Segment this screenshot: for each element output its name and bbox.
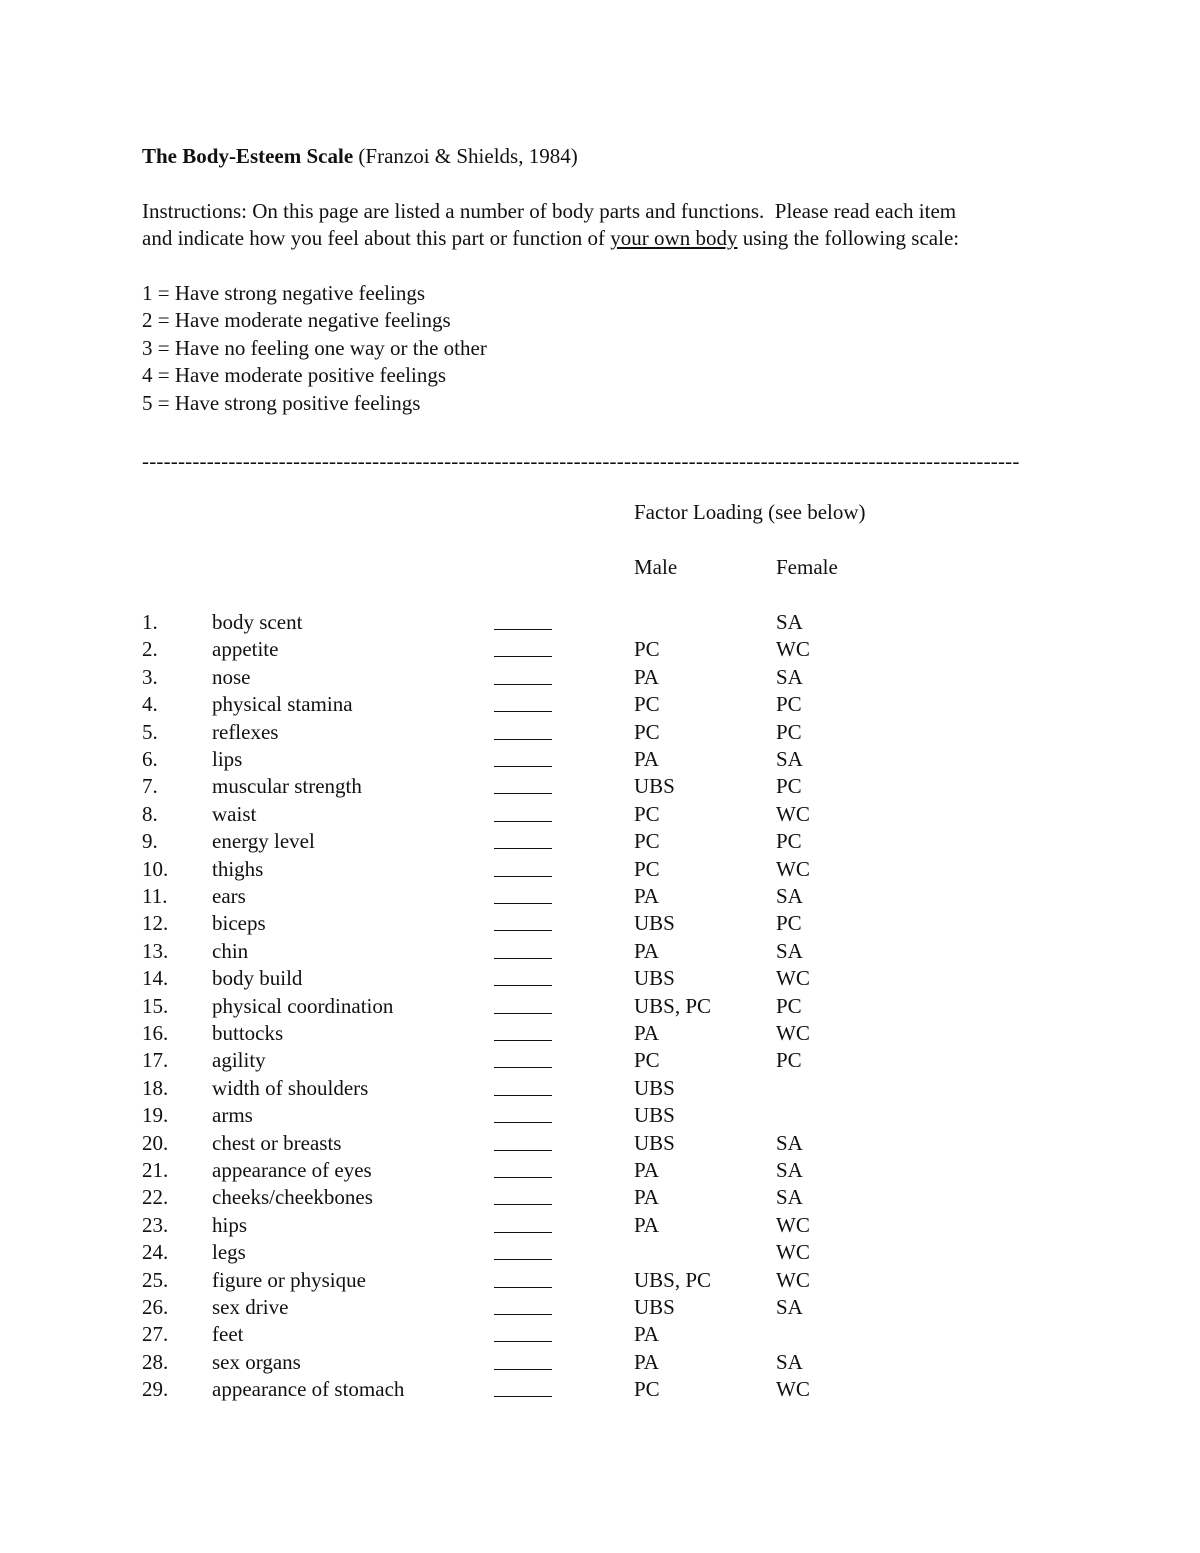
item-number: 18. (142, 1075, 169, 1100)
table-row (0, 1075, 1200, 1102)
female-factor: PC (776, 829, 802, 854)
title-bold: The Body-Esteem Scale (142, 144, 354, 168)
table-row (0, 1267, 1200, 1294)
item-number: 28. (142, 1349, 169, 1374)
rating-blank[interactable] (494, 1047, 552, 1068)
male-factor: PA (634, 1185, 659, 1210)
rating-blank[interactable] (494, 1075, 552, 1096)
rating-blank[interactable] (494, 773, 552, 794)
rating-blank[interactable] (494, 1239, 552, 1260)
female-factor: SA (776, 884, 803, 908)
female-factor: SA (776, 747, 803, 771)
female-factor: WC (776, 1212, 810, 1237)
female-factor: WC (776, 856, 810, 881)
male-factor: UBS (634, 911, 675, 936)
female-factor: PC (776, 774, 802, 799)
table-row (0, 993, 1200, 1020)
table-row (0, 1294, 1200, 1321)
page-title (142, 143, 578, 170)
male-factor: PA (634, 1349, 659, 1374)
female-factor: PC (776, 1048, 802, 1073)
table-row (0, 1020, 1200, 1047)
female-factor: WC (776, 801, 810, 826)
table-row (0, 1184, 1200, 1211)
rating-blank[interactable] (494, 609, 552, 630)
table-row (0, 691, 1200, 718)
rating-blank[interactable] (494, 664, 552, 685)
rating-blank[interactable] (494, 1184, 552, 1205)
item-label: chin (212, 938, 249, 963)
item-number: 23. (142, 1212, 169, 1237)
item-label: biceps (212, 911, 266, 936)
rating-blank[interactable] (494, 746, 552, 767)
female-factor: WC (776, 966, 810, 991)
item-label: arms (212, 1103, 253, 1128)
male-factor: UBS, PC (634, 1267, 712, 1292)
item-number: 12. (142, 911, 169, 936)
item-number: 1. (142, 610, 158, 634)
title-citation: (Franzoi & Shields, 1984) (353, 144, 578, 168)
item-label: sex organs (212, 1349, 301, 1374)
instructions-line-2-end: using the following scale: (737, 226, 960, 250)
item-number: 29. (142, 1377, 169, 1402)
item-label: appearance of stomach (212, 1377, 405, 1402)
table-row (0, 1349, 1200, 1376)
rating-blank[interactable] (494, 1020, 552, 1041)
item-number: 8. (142, 801, 158, 826)
rating-blank[interactable] (494, 1267, 552, 1288)
male-factor: PA (634, 1158, 659, 1182)
male-factor: UBS (634, 774, 675, 799)
instructions-line-1: Instructions: On this page are listed a number of body parts and functions. Please read each item (142, 199, 957, 223)
table-row (0, 664, 1200, 691)
item-label: nose (212, 664, 251, 689)
table-row (0, 746, 1200, 773)
instructions-line-2-start: and indicate how you feel about this part or function of (142, 226, 611, 250)
male-factor: PA (634, 747, 659, 771)
male-factor: PC (634, 692, 660, 717)
table-row (0, 883, 1200, 910)
divider-line: -------------------------------------------------------------------------------------------------------------------------- (142, 449, 1020, 473)
item-label: hips (212, 1212, 248, 1237)
male-factor: PA (634, 884, 659, 908)
table-row (0, 938, 1200, 965)
item-label: waist (212, 801, 257, 826)
item-number: 6. (142, 747, 158, 771)
table-row (0, 1157, 1200, 1184)
item-label: ears (212, 884, 246, 908)
male-factor: UBS (634, 1075, 675, 1100)
table-row (0, 609, 1200, 636)
item-number: 19. (142, 1103, 169, 1128)
male-factor: PC (634, 719, 660, 744)
item-number: 17. (142, 1048, 169, 1073)
female-factor: SA (776, 1130, 803, 1155)
item-number: 13. (142, 938, 169, 963)
rating-blank[interactable] (494, 1376, 552, 1397)
column-header-female: Female (776, 555, 838, 579)
table-row (0, 1239, 1200, 1266)
item-label: cheeks/cheekbones (212, 1185, 373, 1210)
column-header-male: Male (634, 555, 678, 579)
male-factor: UBS (634, 1130, 675, 1155)
female-factor: SA (776, 610, 803, 634)
female-factor: SA (776, 664, 803, 689)
item-number: 10. (142, 856, 169, 881)
item-label: physical coordination (212, 993, 394, 1018)
item-number: 24. (142, 1240, 169, 1265)
male-factor: UBS (634, 966, 675, 991)
rating-blank[interactable] (494, 993, 552, 1014)
table-row (0, 1212, 1200, 1239)
female-factor: SA (776, 1295, 803, 1319)
item-number: 11. (142, 884, 168, 908)
item-label: reflexes (212, 719, 279, 744)
scale-item-3: 3 = Have no feeling one way or the other (142, 336, 487, 360)
item-label: body build (212, 966, 303, 991)
female-factor: PC (776, 911, 802, 936)
item-number: 9. (142, 829, 158, 854)
table-row (0, 1376, 1200, 1403)
female-factor: WC (776, 1240, 810, 1265)
rating-blank[interactable] (494, 691, 552, 712)
rating-blank[interactable] (494, 636, 552, 657)
male-factor: PA (634, 938, 659, 963)
male-factor: PC (634, 856, 660, 881)
rating-blank[interactable] (494, 801, 552, 822)
table-row (0, 1102, 1200, 1129)
female-factor: WC (776, 637, 810, 662)
item-number: 7. (142, 774, 158, 799)
item-number: 4. (142, 692, 158, 717)
item-number: 16. (142, 1021, 169, 1045)
male-factor: PC (634, 829, 660, 854)
item-label: agility (212, 1048, 266, 1073)
item-number: 21. (142, 1158, 169, 1182)
table-row (0, 801, 1200, 828)
table-row (0, 910, 1200, 937)
female-factor: SA (776, 1158, 803, 1182)
rating-blank[interactable] (494, 1294, 552, 1315)
table-row (0, 856, 1200, 883)
item-number: 26. (142, 1295, 169, 1319)
item-number: 22. (142, 1185, 169, 1210)
male-factor: PA (634, 1212, 659, 1237)
rating-blank[interactable] (494, 965, 552, 986)
item-label: width of shoulders (212, 1075, 369, 1100)
item-label: buttocks (212, 1021, 284, 1045)
scale-item-1: 1 = Have strong negative feelings (142, 281, 426, 305)
item-label: energy level (212, 829, 315, 854)
male-factor: UBS, PC (634, 993, 712, 1018)
scale-item-4: 4 = Have moderate positive feelings (142, 363, 446, 387)
female-factor: WC (776, 1021, 810, 1045)
scale-item-2: 2 = Have moderate negative feelings (142, 308, 451, 332)
item-number: 5. (142, 719, 158, 744)
item-number: 20. (142, 1130, 169, 1155)
male-factor: UBS (634, 1103, 675, 1128)
rating-blank[interactable] (494, 856, 552, 877)
female-factor: PC (776, 692, 802, 717)
factor-loading-heading: Factor Loading (see below) (634, 500, 866, 524)
item-label: chest or breasts (212, 1130, 342, 1155)
item-number: 25. (142, 1267, 169, 1292)
item-number: 14. (142, 966, 169, 991)
item-number: 27. (142, 1322, 169, 1347)
table-row (0, 773, 1200, 800)
rating-blank[interactable] (494, 1321, 552, 1342)
female-factor: SA (776, 1349, 803, 1374)
instructions-emphasis: your own body (610, 226, 738, 250)
female-factor: PC (776, 993, 802, 1018)
rating-blank[interactable] (494, 910, 552, 931)
instructions-line-2 (142, 225, 959, 252)
table-row (0, 719, 1200, 746)
rating-blank[interactable] (494, 938, 552, 959)
male-factor: PC (634, 637, 660, 662)
item-label: thighs (212, 856, 264, 881)
male-factor: PA (634, 1322, 659, 1347)
item-label: legs (212, 1240, 246, 1265)
male-factor: PC (634, 1377, 660, 1402)
item-number: 3. (142, 664, 158, 689)
female-factor: WC (776, 1377, 810, 1402)
item-label: figure or physique (212, 1267, 366, 1292)
rating-blank[interactable] (494, 1102, 552, 1123)
rating-blank[interactable] (494, 719, 552, 740)
item-label: appetite (212, 637, 279, 662)
scale-item-5: 5 = Have strong positive feelings (142, 391, 421, 415)
table-row (0, 1130, 1200, 1157)
item-label: muscular strength (212, 774, 362, 799)
female-factor: PC (776, 719, 802, 744)
female-factor: WC (776, 1267, 810, 1292)
item-number: 15. (142, 993, 169, 1018)
table-row (0, 1047, 1200, 1074)
rating-blank[interactable] (494, 883, 552, 904)
item-label: lips (212, 747, 243, 771)
item-label: physical stamina (212, 692, 353, 717)
item-label: appearance of eyes (212, 1158, 372, 1182)
male-factor: UBS (634, 1295, 675, 1319)
item-number: 2. (142, 637, 158, 662)
rating-blank[interactable] (494, 1157, 552, 1178)
table-row (0, 1321, 1200, 1348)
table-row (0, 636, 1200, 663)
male-factor: PC (634, 801, 660, 826)
table-row (0, 828, 1200, 855)
male-factor: PC (634, 1048, 660, 1073)
female-factor: SA (776, 938, 803, 963)
female-factor: SA (776, 1185, 803, 1210)
rating-blank[interactable] (494, 1349, 552, 1370)
rating-blank[interactable] (494, 828, 552, 849)
male-factor: PA (634, 1021, 659, 1045)
item-label: body scent (212, 610, 303, 634)
item-label: feet (212, 1322, 244, 1347)
rating-blank[interactable] (494, 1130, 552, 1151)
table-row (0, 965, 1200, 992)
rating-blank[interactable] (494, 1212, 552, 1233)
item-label: sex drive (212, 1295, 289, 1319)
male-factor: PA (634, 664, 659, 689)
